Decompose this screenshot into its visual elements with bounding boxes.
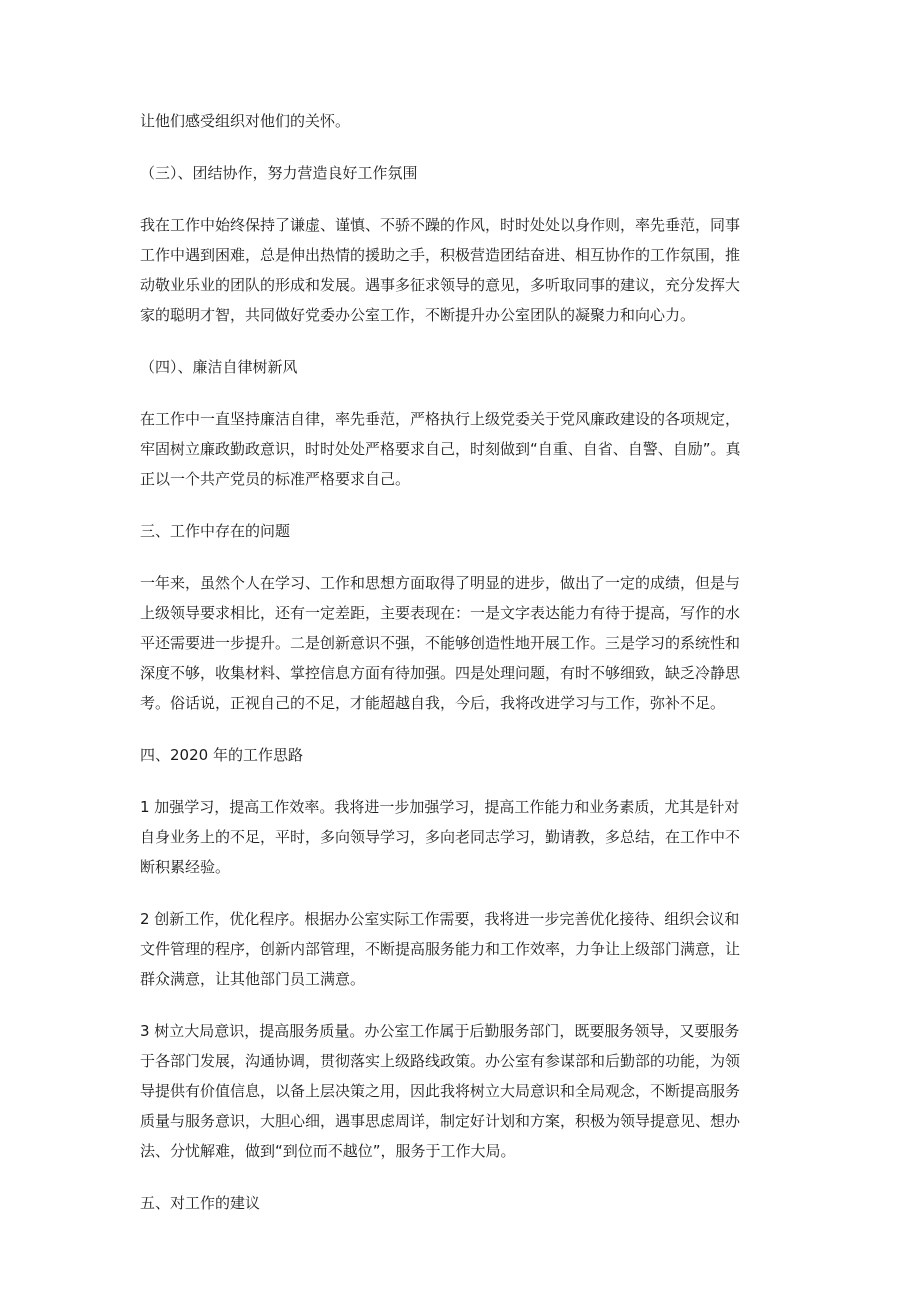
text-line: 导提供有价值信息，以备上层决策之用，因此我将树立大局意识和全局观念，不断提高服务 bbox=[140, 1082, 741, 1100]
text-line: 在工作中一直坚持廉洁自律，率先垂范，严格执行上级党委关于党风廉政建设的各项规定， bbox=[140, 410, 741, 428]
paragraph-plan-item-3 bbox=[140, 1016, 800, 1166]
paragraph-plan-item-1 bbox=[140, 792, 800, 882]
text-line: 平还需要进一步提升。二是创新意识不强，不能够创造性地开展工作。三是学习的系统性和 bbox=[140, 634, 741, 652]
heading-text: 五、对工作的建议 bbox=[140, 1194, 261, 1212]
document-body bbox=[140, 106, 800, 1240]
text-line: 家的聪明才智，共同做好党委办公室工作，不断提升办公室团队的凝聚力和向心力。 bbox=[140, 306, 696, 324]
text-line: 上级领导要求相比，还有一定差距，主要表现在：一是文字表达能力有待于提高，写作的水 bbox=[140, 604, 741, 622]
text-line: 于各部门发展，沟通协调，贯彻落实上级路线政策。办公室有参谋部和后勤部的功能，为领 bbox=[140, 1052, 741, 1070]
heading-text: （四）、廉洁自律树新风 bbox=[140, 358, 298, 376]
section-heading-suggestions bbox=[140, 1188, 800, 1218]
text-line: 1 加强学习，提高工作效率。我将进一步加强学习，提高工作能力和业务素质，尤其是针对 bbox=[140, 798, 740, 816]
text-line: 2 创新工作，优化程序。根据办公室实际工作需要，我将进一步完善优化接待、组织会议和 bbox=[140, 910, 740, 928]
text-line: 动敬业乐业的团队的形成和发展。遇事多征求领导的意见，多听取同事的建议，充分发挥大 bbox=[140, 276, 741, 294]
section-heading-unity bbox=[140, 158, 800, 188]
heading-text: （三）、团结协作，努力营造良好工作氛围 bbox=[140, 164, 418, 182]
text-line: 我在工作中始终保持了谦虚、谨慎、不骄不躁的作风，时时处处以身作则，率先垂范，同事 bbox=[140, 216, 741, 234]
paragraph-plan-item-2 bbox=[140, 904, 800, 994]
text-line: 自身业务上的不足，平时，多向领导学习，多向老同志学习，勤请教，多总结，在工作中不 bbox=[140, 828, 741, 846]
text-line: 群众满意，让其他部门员工满意。 bbox=[140, 970, 366, 988]
section-heading-plan bbox=[140, 740, 800, 770]
text-line: 正以一个共产党员的标准严格要求自己。 bbox=[140, 470, 411, 488]
text-line: 考。俗话说，正视自己的不足，才能超越自我，今后，我将改进学习与工作，弥补不足。 bbox=[140, 694, 726, 712]
section-heading-problems bbox=[140, 516, 800, 546]
paragraph-problems bbox=[140, 568, 800, 718]
text-line: 让他们感受组织对他们的关怀。 bbox=[140, 112, 351, 130]
text-line: 3 树立大局意识，提高服务质量。办公室工作属于后勤服务部门，既要服务领导，又要服务 bbox=[140, 1022, 740, 1040]
heading-text: 三、工作中存在的问题 bbox=[140, 522, 291, 540]
paragraph-closing-fragment bbox=[140, 106, 800, 136]
text-line: 法、分忧解难，做到“到位而不越位”，服务于工作大局。 bbox=[140, 1142, 516, 1160]
heading-text: 四、2020 年的工作思路 bbox=[140, 746, 303, 764]
text-line: 深度不够，收集材料、掌控信息方面有待加强。四是处理问题，有时不够细致，缺乏冷静思 bbox=[140, 664, 741, 682]
paragraph-unity bbox=[140, 210, 800, 330]
section-heading-integrity bbox=[140, 352, 800, 382]
text-line: 工作中遇到困难，总是伸出热情的援助之手，积极营造团结奋进、相互协作的工作氛围，推 bbox=[140, 246, 741, 264]
text-line: 牢固树立廉政勤政意识，时时处处严格要求自己，时刻做到“自重、自省、自警、自励”。真 bbox=[140, 440, 741, 458]
text-line: 断积累经验。 bbox=[140, 858, 231, 876]
paragraph-integrity bbox=[140, 404, 800, 494]
text-line: 质量与服务意识，大胆心细，遇事思虑周详，制定好计划和方案，积极为领导提意见、想办 bbox=[140, 1112, 741, 1130]
text-line: 一年来，虽然个人在学习、工作和思想方面取得了明显的进步，做出了一定的成绩，但是与 bbox=[140, 574, 741, 592]
text-line: 文件管理的程序，创新内部管理，不断提高服务能力和工作效率，力争让上级部门满意，让 bbox=[140, 940, 741, 958]
